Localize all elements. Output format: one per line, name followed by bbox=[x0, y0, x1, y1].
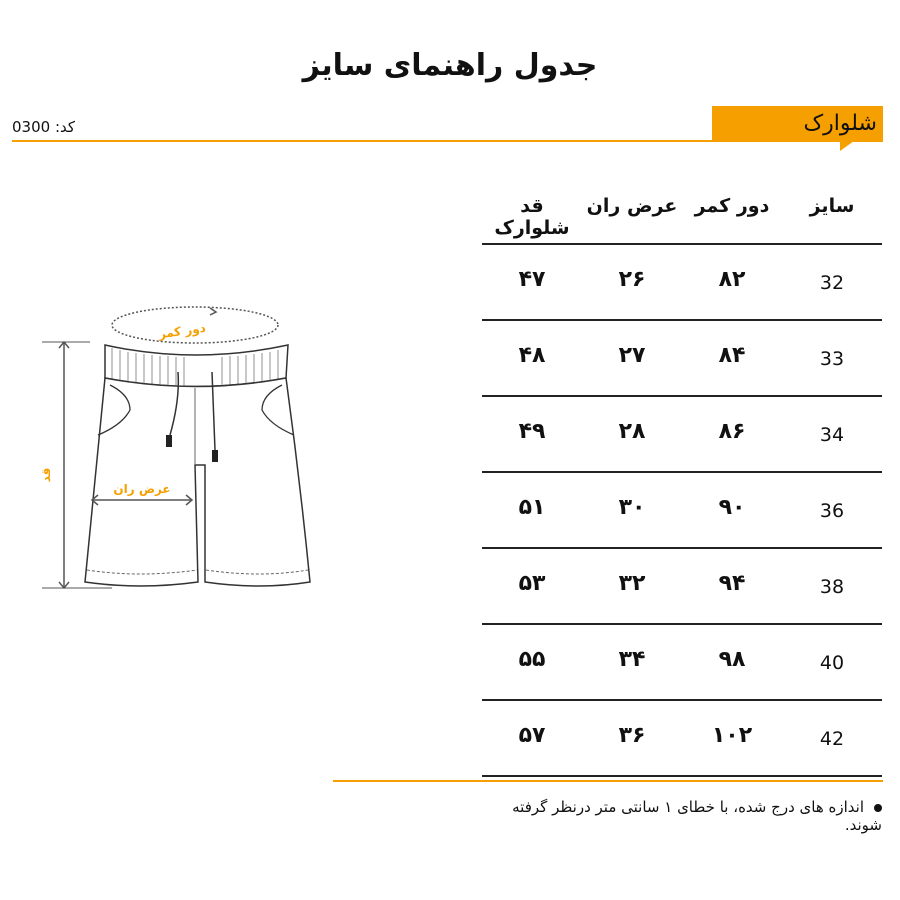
cell-thigh: ۲۶ bbox=[618, 267, 646, 292]
waist-arrow bbox=[210, 308, 216, 315]
cell-thigh: ۳۶ bbox=[618, 723, 646, 748]
page-title: جدول راهنمای سایز bbox=[302, 48, 598, 83]
table-header bbox=[482, 170, 882, 245]
header-thigh: عرض ران bbox=[586, 195, 678, 217]
note-text: اندازه های درج شده، با خطای ۱ سانتی متر درنظر گرفته شوند. bbox=[512, 798, 882, 834]
footer-divider bbox=[333, 780, 883, 782]
cell-size: 40 bbox=[819, 652, 845, 674]
category-tag: شلوارک bbox=[712, 106, 883, 142]
header-waist: دور کمر bbox=[694, 195, 770, 217]
bullet-icon bbox=[874, 804, 882, 812]
product-code-label: کد: bbox=[54, 118, 76, 136]
cell-length: ۵۷ bbox=[518, 723, 546, 748]
cell-waist: ۹۸ bbox=[718, 647, 746, 672]
header-length: قد شلوارک bbox=[494, 195, 570, 239]
size-table bbox=[482, 170, 882, 777]
tag-tail bbox=[840, 141, 854, 151]
shorts-diagram bbox=[30, 300, 330, 600]
cell-thigh: ۲۷ bbox=[618, 343, 646, 368]
cell-waist: ۱۰۲ bbox=[711, 723, 753, 748]
table-row bbox=[482, 549, 882, 625]
cell-size: 36 bbox=[819, 500, 845, 522]
product-code-value: 0300 bbox=[12, 118, 51, 136]
cell-length: ۵۵ bbox=[518, 647, 546, 672]
cell-thigh: ۳۴ bbox=[618, 647, 646, 672]
cell-length: ۴۷ bbox=[518, 267, 546, 292]
cell-length: ۴۹ bbox=[518, 419, 546, 444]
cell-size: 38 bbox=[819, 576, 845, 598]
product-code bbox=[12, 118, 75, 136]
cell-thigh: ۳۲ bbox=[618, 571, 646, 596]
cell-size: 32 bbox=[819, 272, 845, 294]
cell-length: ۵۳ bbox=[518, 571, 546, 596]
thigh-label: عرض ران bbox=[113, 482, 171, 496]
cell-waist: ۸۶ bbox=[718, 419, 746, 444]
cell-waist: ۸۲ bbox=[718, 267, 746, 292]
table-row bbox=[482, 473, 882, 549]
cell-waist: ۹۰ bbox=[718, 495, 746, 520]
cell-size: 34 bbox=[819, 424, 845, 446]
waistband bbox=[105, 345, 288, 387]
drawstring-right-tip bbox=[212, 450, 218, 462]
cell-length: ۴۸ bbox=[518, 343, 546, 368]
header-size: سایز bbox=[809, 195, 855, 217]
table-row bbox=[482, 625, 882, 701]
cell-length: ۵۱ bbox=[518, 495, 546, 520]
cell-size: 33 bbox=[819, 348, 845, 370]
drawstring-left-tip bbox=[166, 435, 172, 447]
cell-thigh: ۲۸ bbox=[618, 419, 646, 444]
cell-waist: ۸۴ bbox=[718, 343, 746, 368]
length-label: قد bbox=[39, 467, 53, 483]
table-row bbox=[482, 245, 882, 321]
cell-waist: ۹۴ bbox=[718, 571, 746, 596]
waist-label: دور کمر bbox=[157, 320, 207, 342]
cell-size: 42 bbox=[819, 728, 845, 750]
table-row bbox=[482, 701, 882, 777]
table-row bbox=[482, 321, 882, 397]
cell-thigh: ۳۰ bbox=[618, 495, 646, 520]
measurement-note bbox=[480, 798, 882, 834]
table-row bbox=[482, 397, 882, 473]
